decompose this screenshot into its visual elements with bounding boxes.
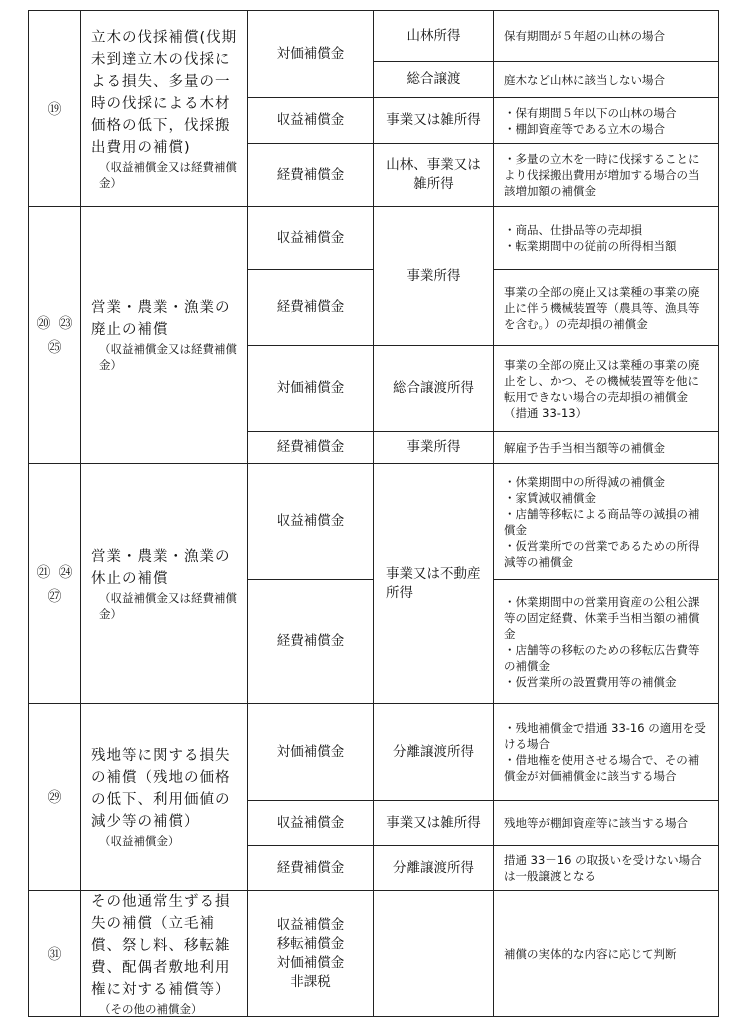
row-number bbox=[29, 464, 80, 703]
item-title-cell bbox=[81, 891, 247, 1016]
item-title: 立木の伐採補償(伐期未到達立木の伐採による損失、多量の一時の伐採による木材価格の低下，伐採搬出費用の補償) bbox=[91, 29, 238, 156]
compensation-type bbox=[248, 270, 373, 345]
remarks-cell bbox=[494, 801, 718, 845]
remarks-cell bbox=[494, 580, 718, 703]
remarks-text: ・借地権を使用させる場合で、その補償金が対価補償金に該当する場合 bbox=[504, 753, 700, 783]
income-category-label: 山林所得 bbox=[406, 27, 461, 44]
item-title-cell bbox=[81, 464, 247, 703]
remarks-text: ・仮営業所の設置費用等の補償金 bbox=[504, 674, 677, 689]
income-category bbox=[374, 704, 493, 800]
remarks-cell bbox=[494, 11, 718, 61]
remarks-cell bbox=[494, 207, 718, 269]
row-number bbox=[29, 207, 80, 463]
compensation-type bbox=[248, 801, 373, 845]
compensation-type-label: 対価補償金 bbox=[276, 380, 345, 396]
compensation-type-label: 非課税 bbox=[290, 973, 331, 990]
compensation-type-label: 収益補償金 bbox=[276, 916, 345, 933]
compensation-type bbox=[248, 144, 373, 206]
compensation-type-label: 対価補償金 bbox=[276, 45, 345, 62]
compensation-type bbox=[248, 432, 373, 463]
income-category-label: 分離譲渡所得 bbox=[393, 859, 474, 876]
remarks-text: 措通 33－16 の取扱いを受けない場合は一般譲渡となる bbox=[504, 853, 702, 883]
remarks-text: ・休業期間中の営業用資産の公租公課等の固定経費、休業手当相当額の補償金 bbox=[504, 594, 700, 641]
compensation-type-label: 収益補償金 bbox=[276, 513, 345, 529]
income-category-label: 事業又は雑所得 bbox=[386, 814, 481, 831]
item-title: 営業・農業・漁業の休止の補償 bbox=[91, 548, 231, 587]
income-category-label: 総合譲渡 bbox=[406, 71, 461, 87]
remarks-text: 保有期間が５年超の山林の場合 bbox=[504, 29, 665, 43]
row-number bbox=[29, 891, 80, 1016]
remarks-text: ・店舗等の移転のための移転広告費等の補償金 bbox=[504, 642, 700, 673]
income-category-label: 事業所得 bbox=[406, 439, 461, 455]
income-category bbox=[374, 346, 493, 431]
compensation-type-label: 経費補償金 bbox=[276, 633, 345, 649]
row-number-label: ㉙ bbox=[47, 790, 62, 806]
income-category bbox=[374, 801, 493, 845]
item-subtitle: （収益補償金又は経費補償金） bbox=[99, 342, 237, 372]
row-number-label: ⑲ bbox=[47, 101, 62, 118]
remarks-text: ・休業期間中の所得減の補償金 bbox=[504, 474, 665, 489]
remarks-text: ・転業期間中の従前の所得相当額 bbox=[504, 239, 677, 253]
remarks-cell bbox=[494, 270, 718, 345]
income-category-label: 分離譲渡所得 bbox=[393, 743, 474, 760]
income-category bbox=[374, 98, 493, 143]
row-number-label: ㉔ bbox=[58, 564, 73, 581]
compensation-type bbox=[248, 346, 373, 431]
row-number-label: ㉕ bbox=[47, 340, 62, 356]
income-category bbox=[374, 464, 493, 703]
remarks-cell bbox=[494, 62, 718, 97]
compensation-type-label: 収益補償金 bbox=[276, 814, 345, 831]
compensation-type-list bbox=[277, 916, 345, 992]
row-number-label: ㉓ bbox=[58, 316, 73, 332]
compensation-type bbox=[248, 846, 373, 890]
remarks-cell bbox=[494, 846, 718, 890]
income-category-label: 事業又は雑所得 bbox=[386, 112, 481, 128]
remarks-text: ・仮営業所での営業であるための所得減等の補償金 bbox=[504, 538, 700, 569]
compensation-type bbox=[248, 704, 373, 800]
item-subtitle: （収益補償金又は経費補償金） bbox=[99, 159, 237, 190]
item-subtitle: （その他の補償金） bbox=[99, 1001, 203, 1016]
remarks-cell bbox=[494, 891, 718, 1016]
compensation-type-label: 経費補償金 bbox=[276, 299, 345, 315]
remarks-text: ・店舗等移転による商品等の減損の補償金 bbox=[504, 506, 700, 537]
income-category bbox=[374, 846, 493, 890]
item-title: 残地等に関する損失の補償（残地の価格の低下、利用価値の減少等の補償） bbox=[91, 748, 231, 830]
item-title: その他通常生ずる損失の補償（立毛補償、祭し料、移転雑費、配偶者敷地利用権に対する補償等） bbox=[91, 893, 231, 998]
item-title-cell bbox=[81, 11, 247, 206]
remarks-text: 解雇予告手当相当額等の補償金 bbox=[504, 440, 665, 455]
item-title-cell bbox=[81, 207, 247, 463]
income-category-label: 総合譲渡所得 bbox=[393, 380, 474, 396]
compensation-type bbox=[248, 580, 373, 703]
income-category bbox=[374, 11, 493, 61]
remarks-text: 庭木など山林に該当しない場合 bbox=[504, 72, 665, 87]
remarks-text: ・家賃減収補償金 bbox=[504, 490, 596, 505]
remarks-cell bbox=[494, 346, 718, 431]
remarks-cell bbox=[494, 98, 718, 143]
row-number-label: ㉑ bbox=[36, 564, 51, 581]
compensation-type-label: 経費補償金 bbox=[276, 439, 345, 455]
remarks-text: 補償の実体的な内容に応じて判断 bbox=[504, 946, 677, 961]
row-number-label: ㉛ bbox=[47, 946, 62, 963]
income-category bbox=[374, 62, 493, 97]
income-category-label: 事業所得 bbox=[406, 267, 461, 284]
compensation-type bbox=[248, 464, 373, 579]
compensation-type bbox=[248, 98, 373, 143]
income-category-label: 事業又は不動産所得 bbox=[386, 565, 481, 601]
remarks-text: ・商品、仕掛品等の売却損 bbox=[504, 223, 642, 237]
row-number-label: ⑳ bbox=[36, 316, 51, 332]
compensation-type bbox=[248, 891, 373, 1016]
item-subtitle: （収益補償金） bbox=[99, 834, 180, 848]
remarks-cell bbox=[494, 432, 718, 463]
remarks-cell bbox=[494, 704, 718, 800]
item-subtitle: （収益補償金又は経費補償金） bbox=[99, 590, 237, 621]
remarks-text: ・棚卸資産等である立木の場合 bbox=[504, 121, 665, 136]
remarks-text: ・保有期間５年以下の山林の場合 bbox=[504, 105, 677, 120]
compensation-type-label: 経費補償金 bbox=[276, 859, 345, 876]
income-category bbox=[374, 207, 493, 345]
remarks-text: ・多量の立木を一時に伐採することにより伐採搬出費用が増加する場合の当該増加額の補償金 bbox=[504, 152, 700, 198]
remarks-text: 事業の全部の廃止又は業種の事業の廃止に伴う機械装置等（農具等、漁具等を含む。）の売却損の補償金 bbox=[504, 284, 700, 331]
compensation-type-label: 移転補償金 bbox=[276, 935, 345, 952]
item-title: 営業・農業・漁業の廃止の補償 bbox=[91, 300, 231, 338]
remarks-cell bbox=[494, 464, 718, 579]
table-border-right bbox=[718, 10, 719, 1017]
row-number bbox=[29, 704, 80, 890]
income-category bbox=[374, 432, 493, 463]
compensation-type-label: 対価補償金 bbox=[276, 743, 345, 760]
compensation-type-label: 経費補償金 bbox=[276, 166, 345, 183]
item-title-cell bbox=[81, 704, 247, 890]
compensation-type bbox=[248, 11, 373, 97]
remarks-text: 残地等が棚卸資産等に該当する場合 bbox=[504, 816, 688, 830]
row-number bbox=[29, 11, 80, 206]
remarks-text: 事業の全部の廃止又は業種の事業の廃止をし、かつ、その機械装置等を他に転用できない場合の売却損の補償金（措通 33-13） bbox=[504, 357, 700, 420]
compensation-type-label: 対価補償金 bbox=[276, 954, 345, 971]
compensation-type-label: 収益補償金 bbox=[276, 229, 345, 246]
income-category-label: 山林、事業又は雑所得 bbox=[386, 157, 481, 192]
compensation-type bbox=[248, 207, 373, 269]
income-category bbox=[380, 144, 487, 206]
remarks-cell bbox=[494, 144, 718, 206]
compensation-type-label: 収益補償金 bbox=[276, 112, 345, 128]
remarks-text: ・残地補償金で措通 33-16 の適用を受ける場合 bbox=[504, 721, 706, 751]
row-number-label: ㉗ bbox=[47, 588, 62, 605]
